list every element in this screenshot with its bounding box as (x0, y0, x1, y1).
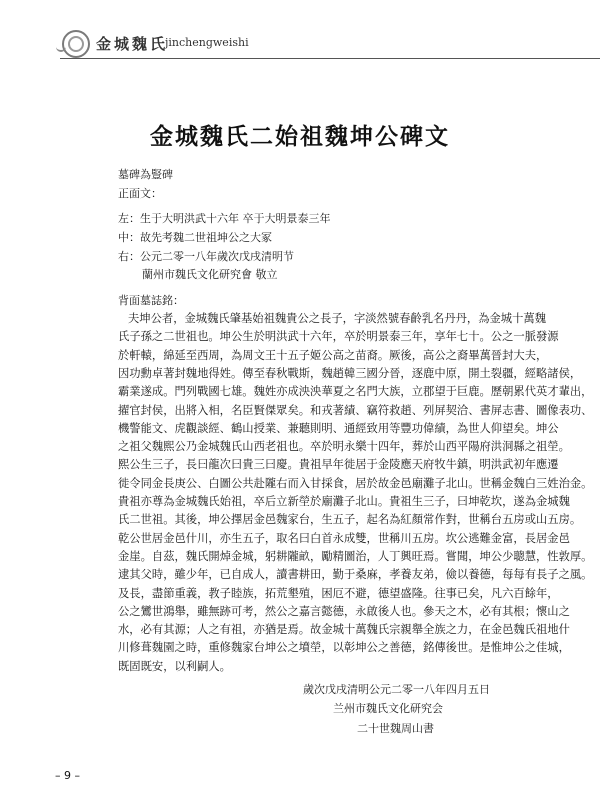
front-right-text: 右：公元二零一八年歲次戊戌清明节 (118, 250, 294, 263)
epitaph-line: 因功勳卓著封魏地得姓。傳至春秋戰斯，魏趙韓三國分晉，逐鹿中原，開土裂疆，經略諸侯， (118, 366, 582, 380)
epitaph-line: 徙令同金長庚公、白圖公共赴隴右而入甘採食，居於故金邑廟灘子北山。世稱金魏白三姓治金。 (118, 476, 593, 490)
signature-date: 歲次戊戌清明公元二零一八年四月五日 (303, 683, 490, 696)
epitaph-line: 及長，盡節重義，教子睦族，拓荒墾殖，困厄不避，德望盛隆。往事已矣，凡六百餘年， (118, 586, 559, 600)
header-brand-chinese: 金城魏氏 (96, 35, 169, 53)
epitaph-line: 於軒轅，綿延至西周，為周文王十五子姬公高之苗裔。厥後，高公之裔畢萬晉封大夫， (118, 348, 548, 362)
epitaph-line: 金崖。自茲，魏氏開焯金城，躬耕隴畝，勵精圖治，人丁興旺焉。嘗聞，坤公少聰慧，性敦厚。 (118, 549, 593, 563)
front-left-text: 左：生于大明洪武十六年 卒于大明景泰三年 (118, 212, 331, 225)
epitaph-line: 氏二世祖。其後，坤公擇居金邑魏家台，生五子，起名為紅顏常作對，世稱台五房或山五房。 (118, 513, 582, 527)
epitaph-line: 擢官封侯，出將入相，名臣賢傑眾矣。和戎著績、竊符救趙、列屏契洽、書屏志書、圖像表功、 (118, 403, 593, 417)
family-emblem-icon (62, 30, 90, 58)
signature-org: 兰州市魏氏文化研究会 (333, 702, 443, 715)
epitaph-line: 水，必有其源；人之有祖，亦猶是焉。故金城十萬魏氏宗親舉全族之力，在金邑魏氏祖地什 (118, 623, 570, 637)
page-header (0, 0, 600, 60)
epitaph-line: 之祖父魏熙公乃金城魏氏山西老祖也。卒於明永樂十四年，葬於山西平陽府洪洞縣之祖塋。 (118, 440, 570, 454)
page-number: – 9 – (55, 769, 80, 782)
epitaph-line: 川修葺魏園之時，重修魏家台坤公之墳塋，以彰坤公之善德，銘傳後世。是惟坤公之佳城， (118, 641, 570, 655)
epitaph-line: 夫坤公者，金城魏氏肇基始祖魏貴公之長子，字淡然號春齡乳名丹丹，為金城十萬魏 (128, 312, 546, 325)
header-divider (60, 58, 600, 59)
front-middle-text: 中：故先考魏二世祖坤公之大冢 (118, 231, 272, 244)
front-label: 正面文： (118, 187, 162, 200)
epitaph-line: 霸業遂成。門列戰國七雄。魏姓亦成泱泱華夏之名門大族，立郡望于巨鹿。歷朝累代英才輩出， (118, 385, 593, 399)
page-title: 金城魏氏二始祖魏坤公碑文 (150, 123, 450, 150)
epitaph-line: 既固既安，以利嗣人。 (118, 659, 231, 673)
signature-author: 二十世魏周山書 (357, 722, 434, 735)
epitaph-line: 公之鸞世鴻舉，雖無跡可考，然公之嘉言懿德，永啟後人也。參天之木，必有其根；懷山之 (118, 604, 570, 618)
header-brand-pinyin: jinchengweishi (165, 36, 249, 49)
epitaph-line: 貴祖亦尊為金城魏氏始祖，卒后立新塋於廟灘子北山。貴祖生三子，曰坤乾坎，遂為金城魏 (118, 495, 570, 508)
tomb-type: 墓碑為豎碑 (118, 168, 173, 181)
epitaph-line: 氏子孫之二世祖也。坤公生於明洪武十六年，卒於明景泰三年，享年七十。公之一脈發源 (118, 330, 559, 344)
epitaph-line: 逮其父時，雖少年，已自成人，讀書耕田，勤于桑麻，孝養友弟，儉以養德，每每有長子之風。 (118, 568, 593, 582)
front-right-subtext: 蘭州市魏氏文化研究會 敬立 (142, 268, 278, 281)
epitaph-line: 熙公生三子，長曰龍次曰貴三曰慶。貴祖早年徙居于金陵應天府牧牛鎮，明洪武初年應遷 (118, 458, 559, 472)
back-label: 背面墓誌銘： (118, 294, 184, 307)
epitaph-line: 乾公世居金邑什川，亦生五子，取名曰白首永成雙，世稱川五房。坎公逃難金富，長居金邑 (118, 531, 570, 545)
epitaph-line: 機警能文、虎觀談經、鶴山授業、兼聽則明、通經致用等豐功偉績，為世人仰望矣。坤公 (118, 421, 559, 435)
